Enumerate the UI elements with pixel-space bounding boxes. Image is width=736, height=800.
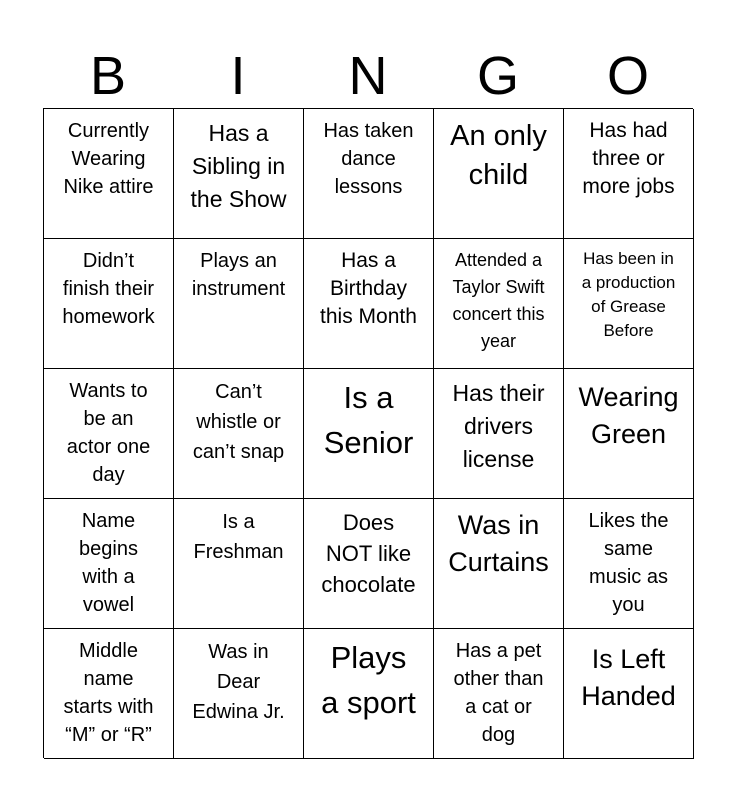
cell-text: Has their drivers license [452,380,545,472]
cell-text: Is a Freshman [193,511,284,563]
bingo-cell[interactable] [434,499,564,629]
bingo-cell[interactable] [304,369,434,499]
cell-text: Has taken dance lessons [323,120,414,198]
cell-text: Plays an instrument [191,250,286,300]
bingo-header [43,48,693,104]
cell-text: Has been in a production of Grease Before [581,249,676,340]
cell-text: Has a Birthday this Month [320,249,417,328]
bingo-cell[interactable] [564,109,694,239]
bingo-cell[interactable] [304,629,434,759]
header-letter-i: I [230,46,246,106]
header-letter-n: N [348,46,388,106]
bingo-cell[interactable] [44,499,174,629]
bingo-cell[interactable] [44,629,174,759]
cell-text: Has had three or more jobs [582,119,675,198]
cell-text: Is Left Handed [581,644,676,711]
cell-text: Has a Sibling in the Show [190,120,287,212]
bingo-cell[interactable] [174,629,304,759]
cell-text: Attended a Taylor Swift concert this year [452,250,545,351]
bingo-cell[interactable] [174,369,304,499]
bingo-cell[interactable] [44,239,174,369]
cell-text: Likes the same music as you [588,510,669,616]
cell-text: An only child [450,120,547,191]
bingo-cell[interactable] [434,629,564,759]
bingo-cell[interactable] [304,499,434,629]
bingo-cell[interactable] [564,629,694,759]
bingo-grid [43,108,693,758]
bingo-cell[interactable] [174,109,304,239]
bingo-cell[interactable] [434,369,564,499]
bingo-cell[interactable] [434,239,564,369]
cell-text: Name begins with a vowel [79,510,138,616]
header-letter-b: B [89,46,127,106]
cell-text: Is a Senior [323,380,414,460]
bingo-cell[interactable] [174,239,304,369]
cell-text: Was in Curtains [448,510,549,577]
header-letter-g: G [476,46,519,106]
cell-text: Middle name starts with “M” or “R” [63,640,154,746]
header-letter-o: O [606,46,649,106]
bingo-cell[interactable] [174,499,304,629]
cell-text: Does NOT like chocolate [321,510,416,597]
bingo-cell[interactable] [304,239,434,369]
bingo-cell[interactable] [564,239,694,369]
cell-text: Plays a sport [321,640,416,720]
cell-text: Can’t whistle or can’t snap [192,381,285,463]
bingo-cell[interactable] [304,109,434,239]
cell-text: Didn’t finish their homework [62,250,155,328]
bingo-cell[interactable] [44,109,174,239]
cell-text: Currently Wearing Nike attire [63,120,154,198]
cell-text: Has a pet other than a cat or dog [453,640,544,746]
cell-text: Wearing Green [578,382,679,449]
cell-text: Wants to be an actor one day [66,380,151,486]
bingo-cell[interactable] [44,369,174,499]
bingo-cell[interactable] [564,499,694,629]
bingo-cell[interactable] [434,109,564,239]
bingo-cell[interactable] [564,369,694,499]
cell-text: Was in Dear Edwina Jr. [192,641,285,723]
